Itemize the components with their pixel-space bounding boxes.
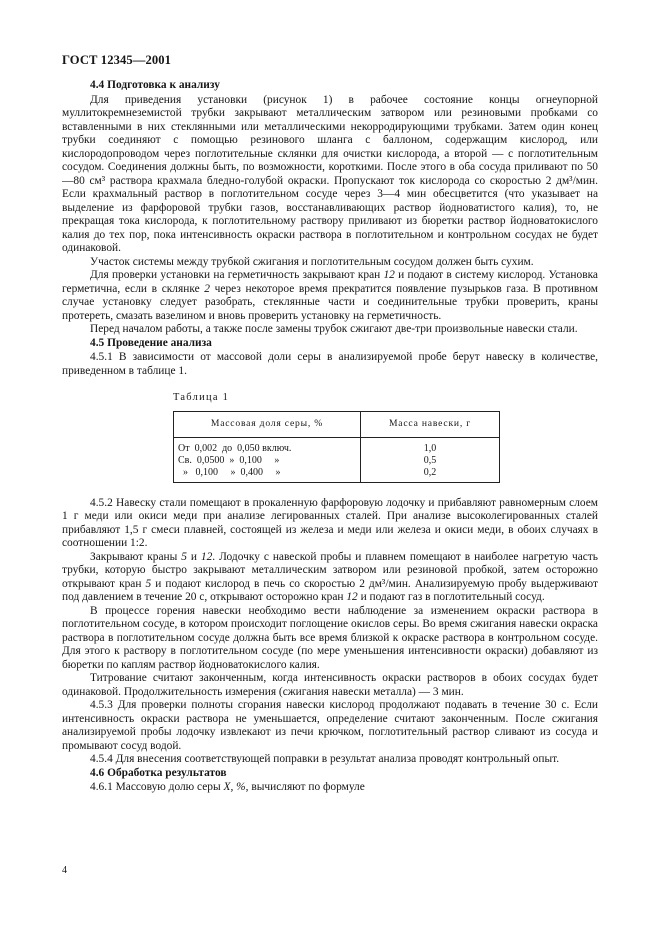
section-4-4-paragraph-1: Для приведения установки (рисунок 1) в рабочее состояние концы огнеупорной муллитокремнеземистой трубки закрывают металлическим затвором или резиновыми пробками со вставленными в них стеклянными или металлическими некорродирующими трубками. Затем один конец трубки соединяют с помощью резинового шланга с баллоном, содержащим кислород, или кислородопроводом через поглотительные склянки для очистки кислорода, а второй — с поглотительным сосудом. Соединения должны быть, по возможности, короткими. После этого в оба сосуда приливают по 50—80 см³ раствора крахмала бледно-голубой окраски. Пропускают ток кислорода со скоростью 2 дм³/мин. Если крахмальный раствор в поглотительном сосуде через 3—4 мин обесцветится (что указывает на выделение из фарфоровой трубки газов, восстанавливающих раствор йодноватистого калия), то, не прекращая тока кислорода, к поглотительному раствору приливают из бюретки раствор йодноватокислого калия до тех пор, пока интенсивность окраски раствора в поглотительном и контрольном сосудах не будет одинаковой. [62,93,598,254]
section-4-5-2-paragraph-3: В процессе горения навески необходимо вести наблюдение за изменением окраски раствора в поглотительном сосуде, в котором происходит поглощение окислов серы. Во время сжигания навески окраска раствора в поглотительном сосуде должна быть все время близкой к окраске раствора в контрольном сосуде. Для этого к раствору в поглотительном сосуде (по мере уменьшения интенсивности окраски) добавляют из бюретки по каплям раствор йодноватокислого калия. [62,604,598,671]
table-1-ranges [174,437,361,482]
table-cell: 1,0 [423,442,437,454]
section-4-4-heading: 4.4 Подготовка к анализу [90,79,220,91]
table-1-header-mass: Масса навески, г [360,411,499,437]
section-4-5-3-paragraph: 4.5.3 Для проверки полноты сгорания навески кислород продолжают подавать в течение 30 с. Если интенсивность окраски раствора не уменьшается, определение считают законченным. После сжигания анализируемой пробы лодочку извлекают из печи крючком, поглотительный раствор сливают из сосуда и промывают сосуд водой. [62,699,598,752]
section-4-5-heading: 4.5 Проведение анализа [90,336,212,349]
table-row: От 0,002 до 0,050 включ. [178,442,292,454]
page-body [62,79,598,795]
table-row: Св. 0,0500 » 0,100 » [178,454,280,466]
table-1-masses [360,437,499,482]
page-number: 4 [62,865,67,876]
section-4-4-paragraph-4: Перед началом работы, а также после замены трубок сжигают две-три произвольные навески стали. [90,323,578,335]
table-row: » 0,100 » 0,400 » [178,466,281,478]
section-4-5-2-paragraph-2: Закрывают краны 5 и 12. Лодочку с навеской пробы и плавнем помещают в наиболее нагретую часть трубки, которую быстро закрывают металлическим затвором или резиновой пробкой, затем осторожно открывают кран 5 и подают кислород в печь со скоростью 2 дм³/мин. Анализируемую пробу выдерживают под давлением в течение 20 с, открывают осторожно кран 12 и подают газ в поглотительный сосуд. [62,550,599,603]
table-1-caption: Таблица 1 [173,392,230,403]
section-4-5-2-paragraph-1: 4.5.2 Навеску стали помещают в прокаленную фарфоровую лодочку и прибавляют равномерным слоем 1 г меди или окиси меди при анализе легированных сталей. При анализе высоколегированных сталей прибавляют 1,5 г смеси плавней, состоящей из железа и меди или железа и окиси меди, в обоих случаях в соотношении 1:2. [62,496,598,549]
document-header: ГОСТ 12345—2001 [62,53,172,67]
table-cell: 0,5 [423,454,437,466]
section-4-4-paragraph-3: Для проверки установки на герметичность закрывают кран 12 и подают в систему кислород. Установка герметична, если в склянке 2 через некоторое время прекратится появление пузырьков газа. В противном случае установку следует разобрать, стеклянные части и соединительные трубки проверить, краны протереть, смазать вазелином и вновь проверить установку на герметичность. [62,269,598,322]
section-4-6-1-paragraph: 4.6.1 Массовую долю серы X, %, вычисляют по формуле [90,781,365,793]
section-4-5-2-paragraph-4: Титрование считают законченным, когда интенсивность окраски растворов в обоих сосудах будет одинаковой. Продолжительность измерения (сжигания навески металла) — 3 мин. [62,672,598,698]
section-4-6-heading: 4.6 Обработка результатов [90,766,227,779]
table-1-header-sulfur: Массовая доля серы, % [174,411,361,437]
section-4-5-4-paragraph: 4.5.4 Для внесения соответствующей поправки в результат анализа проводят контрольный опыт. [90,753,560,765]
table-1 [173,411,500,483]
section-4-4-paragraph-2: Участок системы между трубкой сжигания и поглотительным сосудом должен быть сухим. [90,255,534,268]
section-4-5-1-paragraph: 4.5.1 В зависимости от массовой доли серы в анализируемой пробе берут навеску в количестве, приведенном в таблице 1. [62,351,598,377]
table-cell: 0,2 [423,466,437,478]
